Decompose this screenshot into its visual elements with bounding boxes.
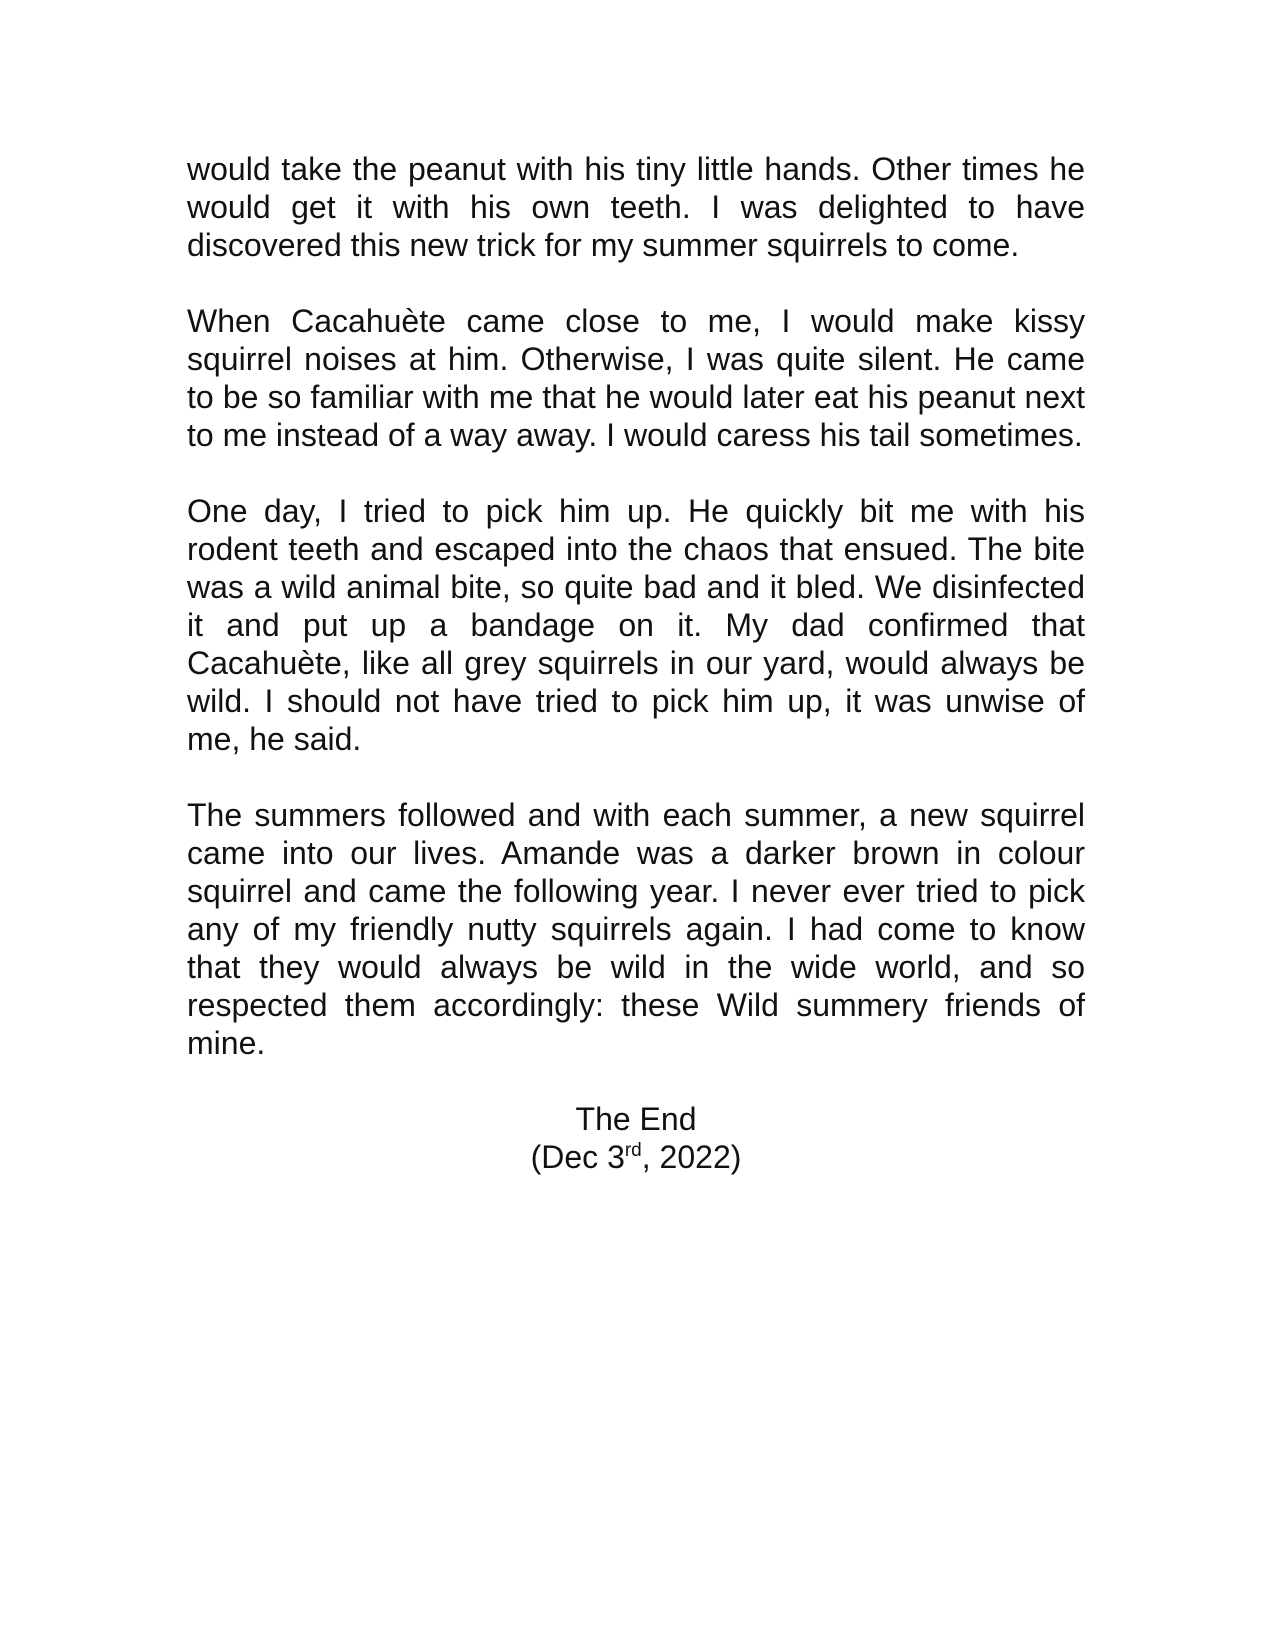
paragraph-2: When Cacahuète came close to me, I would make kissy squirrel noises at him. Otherwise, I was quite silent. He came to be so familiar with me that he would later eat his peanut next to me instead of a way away. I would caress his tail sometimes. bbox=[187, 303, 1094, 453]
date-superscript: rd bbox=[624, 1140, 642, 1161]
document-body bbox=[187, 150, 1103, 1176]
paragraph-4: The summers followed and with each summer, a new squirrel came into our lives. Amande was a darker brown in colour squirrel and came the following year. I never ever tried to pick any of my friendly nutty squirrels again. I had come to know that they would always be wild in the wide world, and so respected them accordingly: these Wild summery friends of mine. bbox=[187, 797, 1103, 1061]
date-suffix: , 2022) bbox=[641, 1139, 742, 1175]
story-date bbox=[187, 1138, 1085, 1176]
story-ending bbox=[187, 1100, 1085, 1176]
date-prefix: (Dec 3 bbox=[530, 1139, 625, 1175]
paragraph-3: One day, I tried to pick him up. He quickly bit me with his rodent teeth and escaped into the chaos that ensued. The bite was a wild animal bite, so quite bad and it bled. We disinfected it and put up a bandage on it. My dad confirmed that Cacahuète, like all grey squirrels in our yard, would always be wild. I should not have tried to pick him up, it was unwise of me, he said. bbox=[187, 493, 1094, 757]
the-end-title: The End bbox=[575, 1101, 697, 1137]
paragraph-1: would take the peanut with his tiny little hands. Other times he would get it with his own teeth. I was delighted to have discovered this new trick for my summer squirrels to come. bbox=[187, 151, 1094, 263]
